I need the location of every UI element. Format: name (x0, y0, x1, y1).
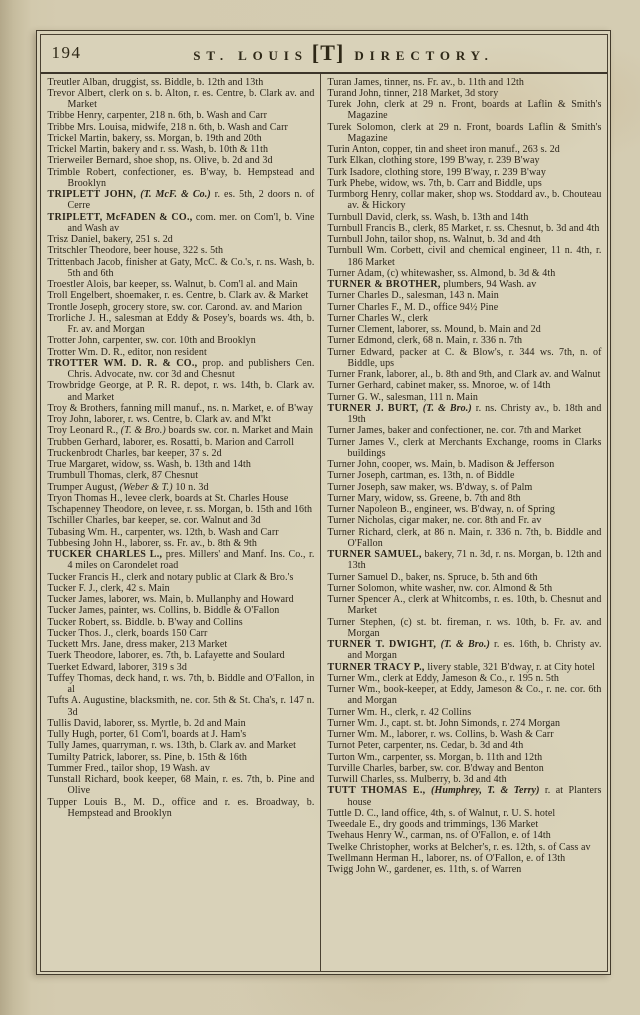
directory-entry: Turner Edmond, clerk, 68 n. Main, r. 336 n. 7th (327, 335, 523, 347)
directory-page (36, 30, 611, 975)
directory-entry: Troy Leonard R., (T. & Bro.) boards sw. cor. n. Market and Main (47, 425, 314, 437)
directory-entry: Tumilty Patrick, laborer, ss. Pine, b. 15th & 16th (47, 751, 248, 763)
directory-entry: Turner James, baker and confectioner, ne. cor. 7th and Market (327, 425, 582, 437)
directory-entry: Troy John, laborer, r. ws. Centre, b. Clark av. and M'kt (47, 414, 271, 425)
directory-entry: Turnbull Francis B., clerk, 85 Market, r. ss. Chesnut, b. 3d and 4th (327, 222, 600, 234)
directory-entry: Trisz Daniel, bakery, 251 s. 2d (47, 234, 173, 245)
directory-entry: Tschapenney Theodore, on levee, r. ss. Morgan, b. 15th and 16th (47, 504, 313, 515)
directory-entry: Turnbull Wm. Corbett, civil and chemical engineer, 11 n. 4th, r. 186 Market (327, 245, 602, 268)
directory-entry: Turner Richard, clerk, at 86 n. Main, r. 336 n. 7th, b. Biddle and O'Fallon (327, 526, 602, 549)
directory-entry: True Margaret, widow, ss. Wash, b. 13th and 14th (47, 459, 251, 470)
directory-entry: Tufts A. Augustine, blacksmith, ne. cor. 5th & St. Cha's, r. 147 n. 3d (47, 695, 315, 718)
directory-entry: TURNER & BROTHER, plumbers, 94 Wash. av (327, 279, 537, 290)
directory-entry: Turner G. W., salesman, 111 n. Main (327, 391, 478, 403)
directory-entry: Turner Clement, laborer, ss. Mound, b. Main and 2d (327, 324, 541, 335)
directory-entry: Turner Wm. M., laborer, r. ws. Collins, b. Wash & Carr (327, 729, 554, 740)
directory-entry: Tschiller Charles, bar keeper, se. cor. Walnut and 3d (47, 515, 261, 527)
directory-entry: TURNER J. BURT, (T. & Bro.) r. ns. Christy av., b. 18th and 19th (327, 402, 602, 425)
directory-entry: Twigg John W., gardener, es. 11th, s. of Warren (327, 864, 522, 875)
directory-entry: Trumbull Thomas, clerk, 87 Chesnut (47, 470, 199, 482)
directory-entry: Turand John, tinner, 218 Market, 3d story (327, 87, 499, 99)
directory-entry: Trittenbach Jacob, finisher at Gaty, McC. & Co.'s, r. ns. Wash, b. 5th and 6th (47, 256, 315, 279)
directory-entry: Treutler Alban, druggist, ss. Biddle, b. 12th and 13th (47, 76, 264, 88)
directory-entry: TURNER TRACY P., livery stable, 321 B'dway, r. at City hotel (327, 661, 595, 673)
directory-entry: Turner James V., clerk at Merchants Exchange, rooms in Clarks buildings (327, 436, 602, 459)
directory-entry: Trumper August, (Weber & T.) 10 n. 3d (47, 481, 209, 493)
directory-entry: Tunstall Richard, book keeper, 68 Main, r. es. 7th, b. Pine and Olive (47, 774, 315, 797)
directory-entry: Trimble Robert, confectioner, es. B'way, b. Hempstead and Brooklyn (47, 166, 315, 189)
directory-entry: Tubbesing John H., laborer, ss. Fr. av., b. 8th & 9th (47, 537, 257, 549)
directory-entry: TURNER T. DWIGHT, (T. & Bro.) r. es. 16th, b. Christy av. and Morgan (327, 639, 602, 662)
directory-entry: Turner Napoleon B., engineer, ws. B'dway, n. of Spring (327, 504, 555, 515)
directory-entry: Twelke Christopher, works at Belcher's, r. es. 12th, s. of Cass av (327, 841, 591, 853)
directory-entry: Turin Anton, copper, tin and sheet iron manuf., 263 s. 2d (327, 144, 560, 155)
directory-entry: Turner Joseph, cartman, es. 13th, n. of Biddle (327, 470, 515, 482)
directory-entry: Turk Isadore, clothing store, 199 B'way, r. 239 B'way (327, 166, 546, 178)
directory-entry: Turner Wm. H., clerk, r. 42 Collins (327, 706, 472, 718)
directory-entry: Troll Engelbert, shoemaker, r. es. Centre, b. Clark av. & Market (47, 290, 309, 302)
directory-entry: Truckenbrodt Charles, bar keeper, 37 s. 2d (47, 447, 222, 459)
directory-entry: Tupper Louis B., M. D., office and r. es. Broadway, b. Hempstead and Brooklyn (47, 796, 315, 819)
directory-entry: Tuerket Edward, laborer, 319 s 3d (47, 661, 187, 673)
directory-entry: Turan James, tinner, ns. Fr. av., b. 11th and 12th (327, 76, 525, 88)
directory-entry: Turner Stephen, (c) st. bt. fireman, r. ws. 10th, b. Fr. av. and Morgan (327, 616, 602, 639)
directory-entry: Trierweiler Bernard, shoe shop, ns. Olive, b. 2d and 3d (47, 155, 273, 167)
directory-entry: Twellmann Herman H., laborer, ns. of O'Fallon, e. of 13th (327, 852, 566, 864)
directory-entry: Trotter Wm. D. R., editor, non resident (47, 346, 207, 358)
directory-entry: Turner Wm. J., capt. st. bt. John Simonds, r. 274 Morgan (327, 717, 561, 729)
title-directory: DIRECTORY. (354, 48, 494, 63)
directory-entry: Tummer Fred., tailor shop, 19 Wash. av (47, 762, 210, 774)
directory-entry: Tuerk Theodore, laborer, es. 7th, b. Lafayette and Soulard (47, 650, 285, 662)
directory-entry: Turk Elkan, clothing store, 199 B'way, r. 239 B'way (327, 155, 540, 167)
directory-entry: TROTTER WM. D. R. & CO., prop. and publishers Cen. Chris. Advocate, nw. cor 3d and Chesnut (47, 357, 315, 380)
directory-entry: Turek Solomon, clerk at 29 n. Front, boards Laflin & Smith's Magazine (327, 121, 602, 144)
directory-entry: Turk Phebe, widow, ws. 7th, b. Carr and Biddle, ups (327, 177, 542, 189)
directory-entry: Turner Solomon, white washer, nw. cor. Almond & 5th (327, 582, 553, 594)
directory-entry: TRIPLETT JOHN, (T. McF. & Co.) r. es. 5th, 2 doors n. of Cerre (47, 189, 315, 212)
directory-entry: Tweedale E., dry goods and trimmings, 136 Market (327, 819, 539, 830)
directory-entry: Turner Adam, (c) whitewasher, ss. Almond, b. 3d & 4th (327, 267, 556, 279)
directory-entry: Trubben Gerhard, laborer, es. Rosatti, b. Marion and Carroll (47, 436, 295, 448)
directory-entry: Turwill Charles, ss. Mulberry, b. 3d and 4th (327, 774, 507, 785)
directory-entry: Tuckett Mrs. Jane, dress maker, 213 Market (47, 639, 228, 650)
directory-entry: Turner Mary, widow, ss. Greene, b. 7th and 8th (327, 492, 521, 504)
directory-entry: Trotter John, carpenter, sw. cor. 10th and Brooklyn (47, 335, 256, 347)
directory-entry: Trickel Martin, bakery and r. ss. Wash, b. 10th & 11th (47, 144, 269, 155)
directory-entry: Troy & Brothers, fanning mill manuf., ns. n. Market, e. of B'way (47, 402, 314, 414)
directory-entry: TUCKER CHARLES L., pres. Millers' and Manf. Ins. Co., r. 4 miles on Carondelet road (47, 549, 315, 572)
directory-entry: Twehaus Henry W., carman, ns. of O'Fallon, e. of 14th (327, 830, 551, 842)
directory-entry: Turnbull David, clerk, ss. Wash, b. 13th and 14th (327, 211, 529, 223)
directory-entry: Turner Wm., clerk at Eddy, Jameson & Co., r. 195 n. 5th (327, 672, 559, 684)
left-column (41, 74, 320, 971)
directory-entry: Tucker F. J., clerk, 42 s. Main (47, 582, 170, 594)
directory-entry: Turner Nicholas, cigar maker, ne. cor. 8th and Fr. av (327, 515, 542, 527)
directory-entry: Tully Hugh, porter, 61 Com'l, boards at J. Ham's (47, 729, 247, 740)
directory-entry: Trickel Martin, bakery, ss. Morgan, b. 19th and 20th (47, 132, 262, 144)
directory-entry: Turton Wm., carpenter, ss. Morgan, b. 11th and 12th (327, 751, 543, 763)
directory-entry: Turner Joseph, saw maker, ws. B'dway, s. of Palm (327, 481, 533, 493)
directory-columns (41, 74, 607, 971)
directory-entry: TUTT THOMAS E., (Humphrey, T. & Terry) r. at Planters house (327, 785, 602, 808)
directory-entry: Turner Charles W., clerk (327, 312, 429, 324)
directory-entry: Turner Charles D., salesman, 143 n. Main (327, 290, 499, 302)
directory-entry: TURNER SAMUEL, bakery, 71 n. 3d, r. ns. Morgan, b. 12th and 13th (327, 549, 602, 572)
directory-entry: Trontle Joseph, grocery store, sw. cor. Carond. av. and Marion (47, 301, 303, 313)
directory-entry: Turnbull John, tailor shop, ns. Walnut, b. 3d and 4th (327, 234, 541, 245)
page-number: 194 (51, 42, 82, 62)
directory-entry: Turnot Peter, carpenter, ns. Cedar, b. 3d and 4th (327, 740, 524, 752)
directory-entry: Tryon Thomas H., levee clerk, boards at St. Charles House (47, 492, 289, 504)
directory-entry: Turner Gerhard, cabinet maker, ss. Mnoroe, w. of 14th (327, 380, 551, 392)
directory-entry: Tuffey Thomas, deck hand, r. ws. 7th, b. Biddle and O'Fallon, in al (47, 672, 315, 695)
right-column (321, 74, 607, 971)
page-title (193, 40, 494, 66)
page-header (41, 35, 607, 74)
directory-entry: Turville Charles, barber, sw. cor. B'dway and Benton (327, 762, 544, 774)
page-border (40, 34, 608, 972)
directory-entry: Tritschler Theodore, beer house, 322 s. 5th (47, 245, 224, 257)
title-section-letter: [T] (311, 40, 345, 65)
directory-entry: Trevor Albert, clerk on s. b. Alton, r. es. Centre, b. Clark av. and Market (47, 87, 315, 110)
directory-entry: Trorliche J. H., salesman at Eddy & Posey's, boards ws. 4th, b. Fr. av. and Morgan (47, 312, 315, 335)
directory-entry: Turner Wm., book-keeper, at Eddy, Jameson & Co., r. ne. cor. 6th and Morgan (327, 684, 602, 707)
directory-entry: Turek John, clerk at 29 n. Front, boards at Laflin & Smith's Magazine (327, 99, 602, 122)
directory-entry: TRIPLETT, McFADEN & CO., com. mer. on Com'l, b. Vine and Wash av (47, 211, 315, 234)
directory-entry: Tucker James, painter, ws. Collins, b. Biddle & O'Fallon (47, 605, 280, 617)
directory-entry: Turmborg Henry, collar maker, shop ws. Stoddard av., b. Chouteau av. & Hickory (327, 189, 602, 212)
directory-entry: Turner Charles F., M. D., office 94½ Pine (327, 301, 499, 313)
directory-entry: Tullis David, laborer, ss. Myrtle, b. 2d and Main (47, 717, 246, 729)
directory-entry: Tucker James, laborer, ws. Main, b. Mullanphy and Howard (47, 594, 294, 605)
directory-entry: Troestler Alois, bar keeper, ss. Walnut, b. Com'l al. and Main (47, 279, 298, 290)
directory-entry: Tucker Francis H., clerk and notary public at Clark & Bro.'s (47, 571, 294, 583)
directory-entry: Tribbe Henry, carpenter, 218 n. 6th, b. Wash and Carr (47, 110, 268, 122)
directory-entry: Turner Samuel D., baker, ns. Spruce, b. 5th and 6th (327, 571, 538, 583)
directory-entry: Tubasing Wm. H., carpenter, ws. 12th, b. Wash and Carr (47, 526, 279, 538)
directory-entry: Trowbridge George, at P. R. R. depot, r. ws. 14th, b. Clark av. and Market (47, 380, 315, 403)
directory-entry: Tucker Robert, ss. Biddle. b. B'way and Collins (47, 616, 243, 628)
directory-entry: Tully James, quarryman, r. ws. 13th, b. Clark av. and Market (47, 740, 297, 752)
directory-entry: Turner Spencer A., clerk at Whitcombs, r. es. 10th, b. Chesnut and Market (327, 594, 602, 617)
directory-entry: Turner Edward, packer at C. & Blow's, r. 344 ws. 7th, n. of Biddle, ups (327, 346, 602, 369)
directory-entry: Tucker Thos. J., clerk, boards 150 Carr (47, 627, 208, 639)
directory-entry: Turner John, cooper, ws. Main, b. Madison & Jefferson (327, 459, 555, 470)
directory-entry: Tribbe Mrs. Louisa, midwife, 218 n. 6th, b. Wash and Carr (47, 121, 288, 133)
directory-entry: Tuttle D. C., land office, 4th, s. of Walnut, r. U. S. hotel (327, 807, 556, 819)
directory-entry: Turner Frank, laborer, al., b. 8th and 9th, and Clark av. and Walnut (327, 369, 601, 380)
title-city: ST. LOUIS (193, 48, 308, 63)
